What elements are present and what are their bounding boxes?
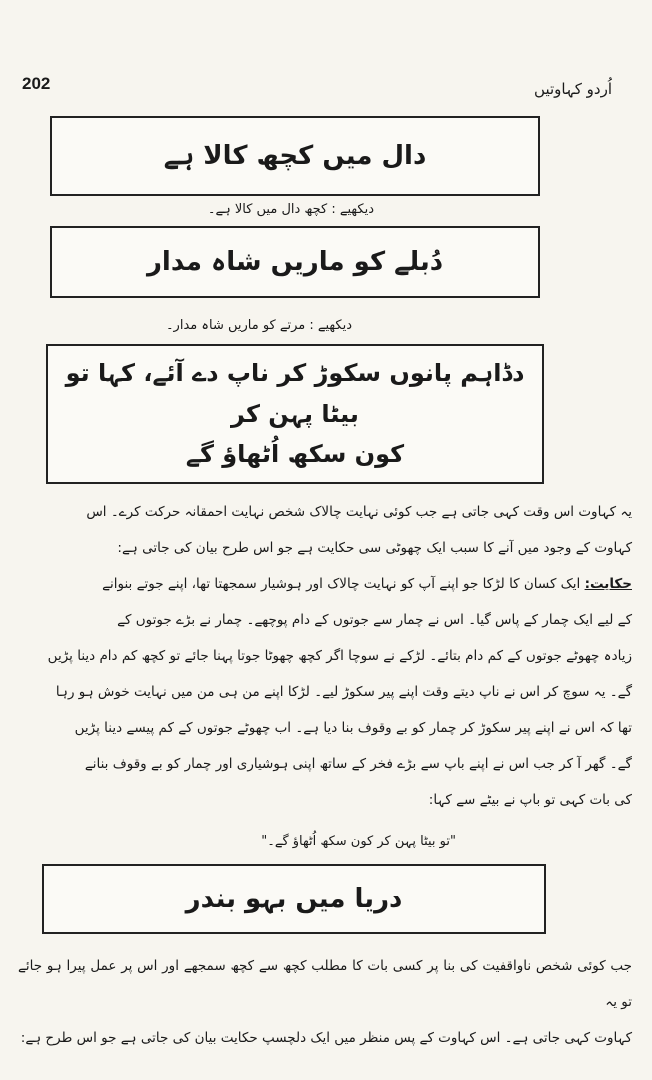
proverb-4-paragraph bbox=[18, 948, 632, 1056]
proverb-heading-1: دال میں کچھ کالا ہے bbox=[163, 140, 427, 171]
paragraph-line: کی بات کہی تو باپ نے بیٹے سے کہا: bbox=[428, 792, 632, 808]
proverb-heading-2: دُبلے کو ماریں شاہ مدار bbox=[146, 246, 444, 277]
proverb-heading-box-3 bbox=[46, 344, 544, 484]
see-also-2: دیکھیے : مرتے کو ماریں شاہ مدار۔ bbox=[165, 318, 352, 333]
hikayat-paragraph bbox=[18, 566, 632, 818]
hikayat-first-line: ایک کسان کا لڑکا جو اپنے آپ کو نہایت چالاک اور ہوشیار سمجھتا تھا، اپنے جوتے بنوانے bbox=[102, 576, 581, 592]
paragraph-line: کہاوت کہی جاتی ہے۔ اس کہاوت کے پس منظر میں ایک دلچسپ حکایت بیان کی جاتی ہے جو اس طرح ہے: bbox=[20, 1030, 632, 1046]
proverb-heading-box-1 bbox=[50, 116, 540, 196]
page-number: 202 bbox=[22, 74, 51, 93]
proverb-heading-3-line-2: کون سکھ اُٹھاؤ گے bbox=[185, 440, 405, 469]
proverb-heading-3-line-1: دڈاہم پانوں سکوڑ کر ناپ دے آئے، کہا تو بیٹا پہن کر bbox=[65, 358, 525, 428]
paragraph-line: گے۔ گھر آ کر جب اس نے اپنے باپ سے بڑے فخر کے ساتھ اپنی ہوشیاری اور چمار کو بے وقوف بنانے bbox=[84, 756, 632, 772]
see-also-1: دیکھیے : کچھ دال میں کالا ہے۔ bbox=[207, 202, 374, 217]
paragraph-line: جب کوئی شخص ناواقفیت کی بنا پر کسی بات کا مطلب کچھ سے کچھ سمجھے اور اس پر عمل پیرا ہو جائے تو یہ bbox=[18, 958, 632, 1010]
paragraph-line: زیادہ چھوٹے جوتوں کے کم دام بتائے۔ لڑکے نے سوچا اگر کچھ چھوٹا جوتا پہنا جائے تو کچھ کم دام دینا پڑیں bbox=[47, 648, 632, 664]
explanation-paragraph bbox=[18, 494, 632, 566]
paragraph-line: یہ کہاوت اس وقت کہی جاتی ہے جب کوئی نہایت چالاک شخص نہایت احمقانہ حرکت کرے۔ اس bbox=[86, 504, 632, 520]
paragraph-line: کہاوت کے وجود میں آنے کا سبب ایک چھوٹی سی حکایت ہے جو اس طرح بیان کی جاتی ہے: bbox=[117, 540, 632, 556]
hikayat-label: حکایت: bbox=[584, 576, 632, 592]
paragraph-line: کے لیے ایک چمار کے پاس گیا۔ اس نے چمار سے جوتوں کے دام پوچھے۔ چمار نے بڑے جوتوں کے bbox=[117, 612, 632, 628]
proverb-heading-box-2 bbox=[50, 226, 540, 298]
proverb-heading-box-4 bbox=[42, 864, 546, 934]
proverb-heading-4: دریا میں بہو بندر bbox=[185, 883, 403, 914]
paragraph-line bbox=[18, 566, 632, 602]
paragraph-line: گے۔ یہ سوچ کر اس نے ناپ دیتے وقت اپنے پیر سکوڑ لیے۔ لڑکا اپنے من ہی من میں نہایت خوش ہو رہا bbox=[55, 684, 632, 700]
paragraph-line: تھا کہ اس نے اپنے پیر سکوڑ کر چمار کو بے وقوف بنا دیا ہے۔ اب چھوٹے جوتوں کے کم پیسے دینا پڑیں bbox=[74, 720, 632, 736]
father-quote: "تو بیٹا پہن کر کون سکھ اُٹھاؤ گے۔" bbox=[261, 834, 456, 849]
running-header: اُردو کہاوتیں bbox=[534, 80, 612, 98]
